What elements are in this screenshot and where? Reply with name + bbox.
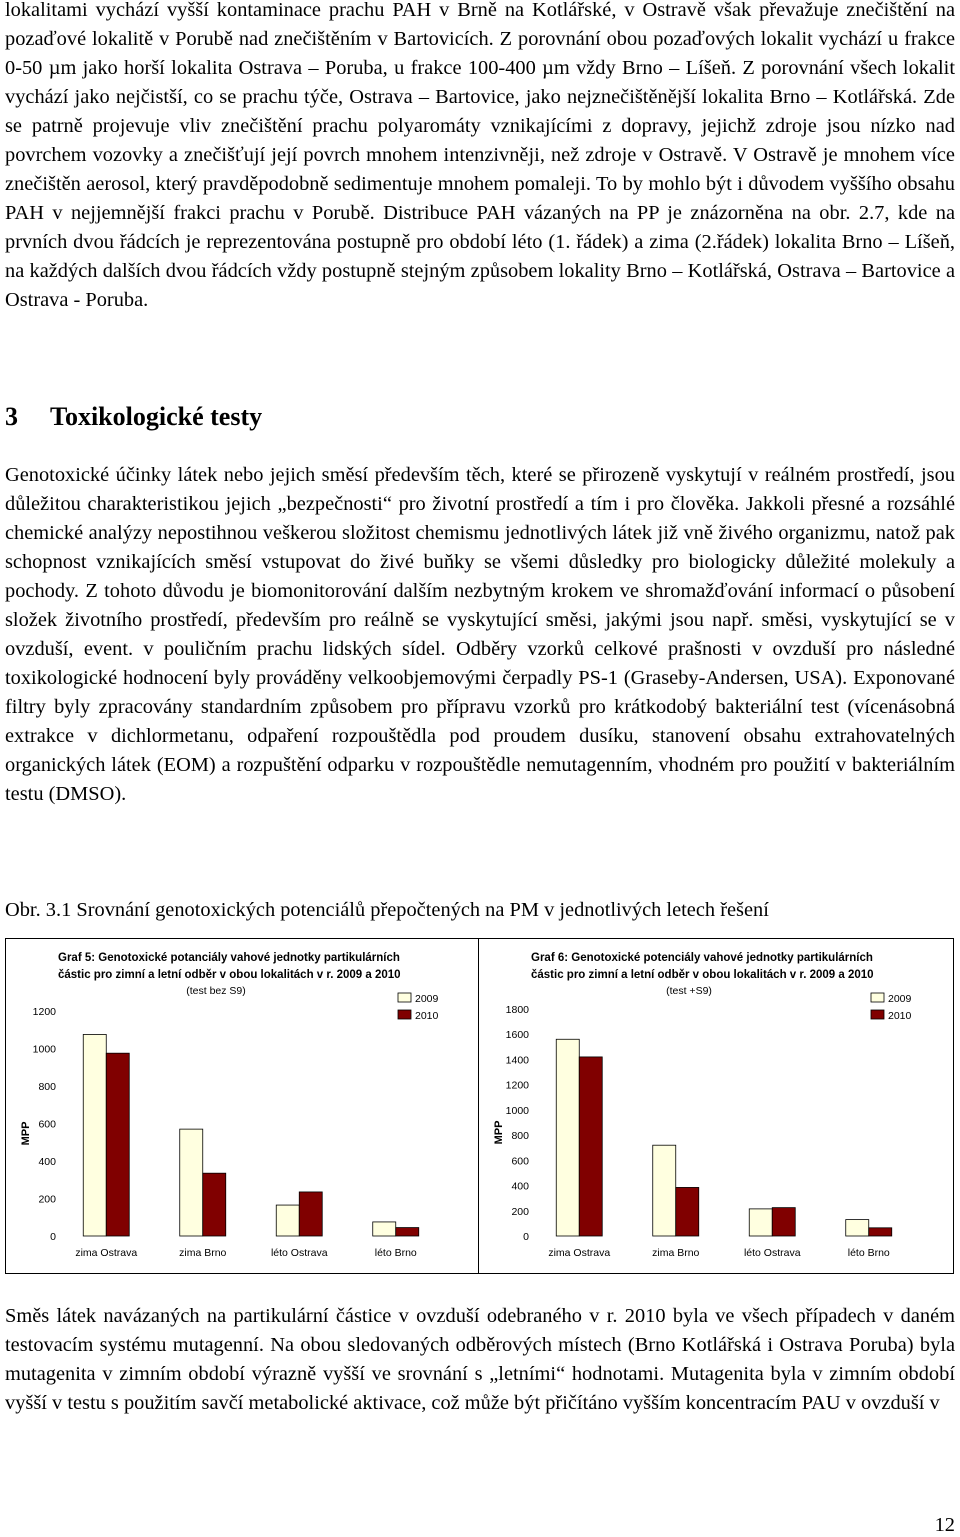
y-tick-label: 1200 — [32, 1006, 56, 1018]
paragraph-toxicology-intro: Genotoxické účinky látek nebo jejich směsí především těch, které se přirozeně vyskytují v reálném prostředí, jsou důležitou charakteristikou jejich „bezpečnosti“ pro životní prostředí a tím i pro člověka. Jakkoli přesné a rozsáhlé chemické analýzy nepostihnou veškerou složitost chemismu jednotlivých látek již vně živého organizmu, natož pak schopnost vznikajících směsí vstupovat do živé buňky se všemi důsledky pro biologicky důležité molekuly a pochody. Z tohoto důvodu je biomonitorování dalším nezbytným krokem ve shromažďování informací o působení složek životního prostředí, především pro reálně se vyskytující směsi, jakými jsou např. směsi, vyskytující se v ovzduší, event. v pouličním prachu lidských sídel. Odběry vzorků celkové prašnosti v ovzduší pro následné toxikologické hodnocení byly prováděny velkoobjemovými čerpadly PS-1 (Graseby-Andersen, USA). Exponované filtry byly zpracovány standardním způsobem pro přípravu vzorků pro krátkodobý bakteriální test (vícenásobná extrakce v dichlormetanu, odpaření rozpouštědla pod proudem dusíku, stanovení obsahu extrahovatelných organických látek (EOM) a rozpuštění odparku v rozpouštědle nemutagenním, vhodném pro použití v bakteriálním testu (DMSO). — [5, 464, 955, 805]
chart-subtitle: (test +S9) — [666, 985, 712, 997]
bar-2010 — [106, 1053, 129, 1236]
y-axis-label: MPP — [493, 1120, 505, 1145]
bar-2009 — [373, 1222, 396, 1236]
bar-2009 — [556, 1039, 579, 1236]
chart-title-line: Graf 5: Genotoxické potanciály vahové jednotky partikulárních — [58, 952, 400, 964]
section-title: Toxikologické testy — [50, 402, 263, 431]
chart-graf-5 — [5, 938, 481, 1274]
y-tick-label: 800 — [38, 1081, 56, 1093]
chart-graf-5-svg — [6, 939, 480, 1273]
chart-graf-6-svg — [479, 939, 953, 1273]
x-tick-label: léto Ostrava — [743, 1247, 801, 1259]
bar-2009 — [653, 1145, 676, 1236]
legend-label: 2010 — [415, 1010, 439, 1022]
chart-graf-6 — [478, 938, 954, 1274]
y-tick-label: 0 — [523, 1231, 529, 1243]
y-tick-label: 1800 — [505, 1004, 529, 1016]
legend-label: 2009 — [888, 993, 912, 1005]
y-tick-label: 1000 — [505, 1104, 529, 1117]
paragraph-mutagenicity: Směs látek navázaných na partikulární částice v ovzduší odebraného v r. 2010 byla ve všech případech v daném testovacím systému mutagenní. Na obou sledovaných odběrových místech (Brno Kotlářská i Ostrava Poruba) byla mutagenita v zimním období výrazně vyšší ve srovnání s „letními“ hodnotami. Mutagenita byla v zimním období vyšší v testu s použitím savčí metabolické aktivace, což může být přičítáno vyšším koncentracím PAU v ovzduší v — [5, 1305, 955, 1414]
y-tick-label: 400 — [38, 1156, 56, 1168]
section-heading — [5, 402, 262, 432]
y-tick-label: 200 — [38, 1193, 56, 1206]
y-tick-label: 1000 — [32, 1043, 56, 1056]
x-tick-label: léto Ostrava — [270, 1247, 328, 1259]
bar-2010 — [579, 1057, 602, 1236]
bar-2009 — [180, 1129, 203, 1236]
y-tick-label: 400 — [511, 1180, 529, 1193]
chart-title — [531, 952, 874, 981]
legend-label: 2009 — [415, 993, 439, 1005]
figure-caption: Obr. 3.1 Srovnání genotoxických potenciálů přepočtených na PM v jednotlivých letech řešení — [5, 899, 769, 921]
x-tick-label: zima Brno — [179, 1247, 227, 1259]
y-tick-label: 1200 — [505, 1079, 529, 1092]
bar-2009 — [749, 1209, 772, 1236]
y-tick-label: 200 — [511, 1205, 529, 1218]
y-tick-label: 0 — [50, 1231, 56, 1243]
x-tick-label: zima Ostrava — [75, 1247, 138, 1259]
bar-2010 — [772, 1208, 795, 1236]
chart-title — [58, 952, 401, 981]
bar-2010 — [396, 1228, 419, 1236]
y-tick-label: 600 — [511, 1155, 529, 1168]
chart-subtitle: (test bez S9) — [186, 985, 246, 997]
legend-label: 2010 — [888, 1010, 912, 1022]
bar-2010 — [203, 1173, 226, 1236]
chart-title-line: částic pro zimní a letní odběr v obou lokalitách v r. 2009 a 2010 — [531, 969, 874, 981]
x-tick-label: léto Brno — [374, 1247, 417, 1259]
legend-swatch-2009 — [871, 993, 884, 1002]
bar-2010 — [299, 1192, 322, 1236]
section-number: 3 — [5, 402, 18, 431]
y-axis-label: MPP — [20, 1121, 32, 1146]
bar-2009 — [846, 1220, 869, 1236]
y-tick-label: 600 — [38, 1118, 56, 1131]
chart-title-line: Graf 6: Genotoxické potenciály vahové jednotky partikulárních — [531, 952, 873, 964]
y-tick-label: 1600 — [505, 1029, 529, 1042]
paragraph-pah-distribution: lokalitami vychází vyšší kontaminace prachu PAH v Brně na Kotlářské, v Ostravě však převažuje znečištění na pozaďové lokalitě v Porubě nad znečištěním v Bartovicích. Z porovnání obou pozaďových lokalit vychází u frakce 0-50 µm jako horší lokalita Ostrava – Poruba, u frakce 100-400 µm vždy Brno – Líšeň. Z porovnání všech lokalit vychází jako nejčistší, co se prachu týče, Ostrava – Bartovice, jako nejznečištěnější lokalita Brno – Kotlářská. Zde se patrně projevuje vliv znečištění prachu polyaromáty vznikajícími z dopravy, jejichž zdroje jsou nízko nad povrchem vozovky a znečišťují její povrch mnohem intenzivněji, než zdroje v Ostravě. V Ostravě je mnohem více znečištěn aerosol, který pravděpodobně sedimentuje mnohem pomaleji. To by mohlo být i důvodem vyššího obsahu PAH v nejjemnější frakci prachu v Porubě. Distribuce PAH vázaných na PP je znázorněna na obr. 2.7, kde na prvních dvou řádcích je reprezentována postupně pro období léto (1. řádek) a zima (2.řádek) lokalita Brno – Líšeň, na každých dalších dvou řádcích vždy postupně stejným způsobem lokality Brno – Kotlářská, Ostrava – Bartovice a Ostrava - Poruba. — [5, 0, 955, 311]
bar-2010 — [869, 1228, 892, 1236]
y-tick-label: 800 — [511, 1130, 529, 1143]
x-tick-label: léto Brno — [847, 1247, 890, 1259]
x-tick-label: zima Ostrava — [548, 1247, 611, 1259]
legend-swatch-2010 — [398, 1010, 411, 1019]
page-number: 12 — [934, 1514, 955, 1536]
chart-title-line: částic pro zimní a letní odběr v obou lokalitách v r. 2009 a 2010 — [58, 969, 401, 981]
bar-2009 — [83, 1034, 106, 1236]
y-tick-label: 1400 — [505, 1054, 529, 1067]
bar-2009 — [276, 1205, 299, 1236]
legend-swatch-2009 — [398, 993, 411, 1002]
bar-2010 — [676, 1187, 699, 1236]
x-tick-label: zima Brno — [652, 1247, 700, 1259]
legend-swatch-2010 — [871, 1010, 884, 1019]
